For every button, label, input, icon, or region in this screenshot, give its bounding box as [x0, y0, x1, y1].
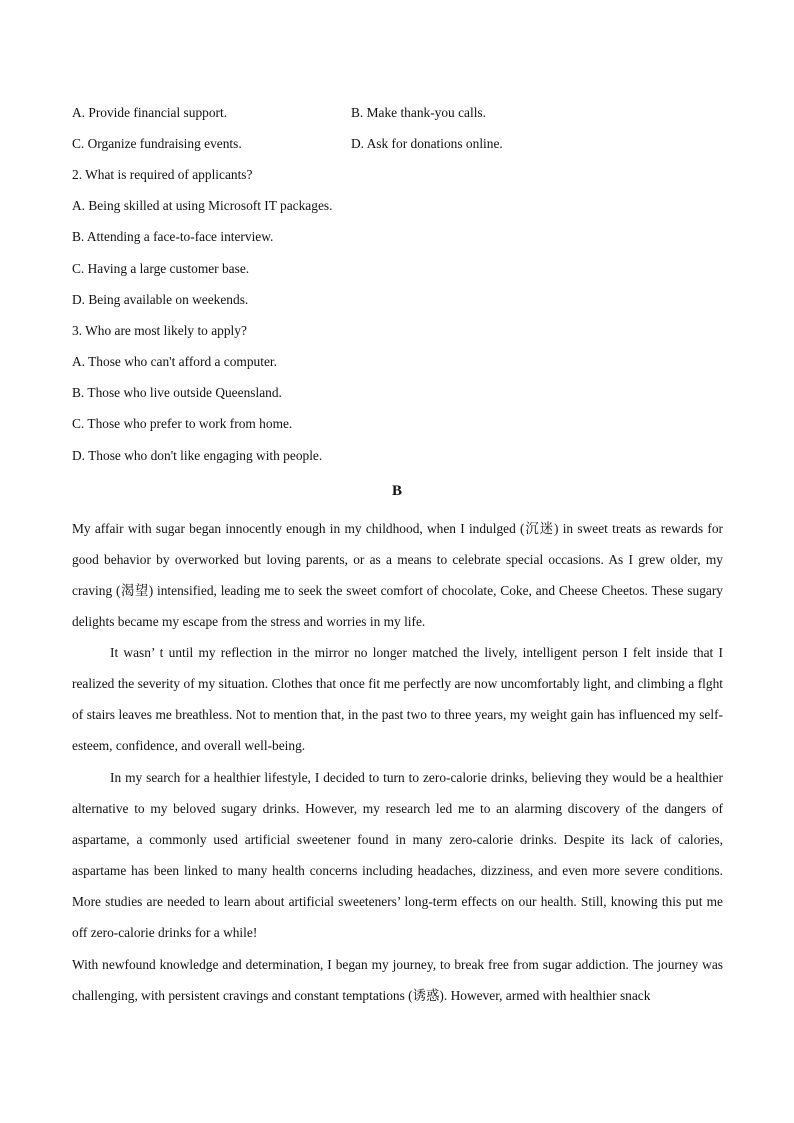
q3-option-c: C. Those who prefer to work from home. [72, 416, 293, 431]
q2-option-a: A. Being skilled at using Microsoft IT packages. [72, 198, 333, 213]
q1-option-d: D. Ask for donations online. [351, 136, 503, 151]
passage-paragraph-1: My affair with sugar began innocently enough in my childhood, when I indulged (沉迷) in sweet treats as rewards for good behavior by overworked but loving parents, or as a means to celebrate special occasions. As I grew older, my craving (渴望) intensified, leading me to seek the sweet comfort of chocolate, Coke, and Cheese Cheetos. These sugary delights became my escape from the stress and worries in my life. [72, 521, 723, 630]
passage-paragraph-4: With newfound knowledge and determination, I began my journey, to break free from sugar addiction. The journey was challenging, with persistent cravings and constant temptations (诱惑). However, armed with healthier snack [72, 957, 723, 1004]
passage-paragraph-2: It wasn’ t until my reflection in the mirror no longer matched the lively, intelligent person I felt inside that I realized the severity of my situation. Clothes that once fit me perfectly are now uncomfortably light, and climbing a flght of stairs leaves me breathless. Not to mention that, in the past two to three years, my weight gain has influenced my self-esteem, confidence, and overall well-being. [72, 645, 723, 754]
passage-paragraph-3: In my search for a healthier lifestyle, I decided to turn to zero-calorie drinks, believing they would be a healthier alternative to my beloved sugary drinks. However, my research led me to an alarming discovery of the dangers of aspartame, a commonly used artificial sweetener found in many zero-calorie drinks. Despite its lack of calories, aspartame has been linked to many health concerns including headaches, dizziness, and even more severe conditions. More studies are needed to learn about artificial sweeteners’ long-term effects on our health. Still, knowing this put me off zero-calorie drinks for a while! [72, 770, 723, 941]
q1-option-c: C. Organize fundraising events. [72, 136, 242, 151]
question-2-stem: 2. What is required of applicants? [72, 167, 253, 182]
q2-option-b: B. Attending a face-to-face interview. [72, 229, 274, 244]
q1-option-a: A. Provide financial support. [72, 105, 228, 120]
question-3-stem: 3. Who are most likely to apply? [72, 323, 247, 338]
q1-option-b: B. Make thank-you calls. [351, 105, 486, 120]
q2-option-d: D. Being available on weekends. [72, 292, 249, 307]
q3-option-d: D. Those who don't like engaging with people. [72, 448, 323, 463]
section-b-heading: B [391, 483, 402, 499]
q3-option-a: A. Those who can't afford a computer. [72, 354, 277, 369]
q3-option-b: B. Those who live outside Queensland. [72, 385, 282, 400]
q2-option-c: C. Having a large customer base. [72, 261, 250, 276]
